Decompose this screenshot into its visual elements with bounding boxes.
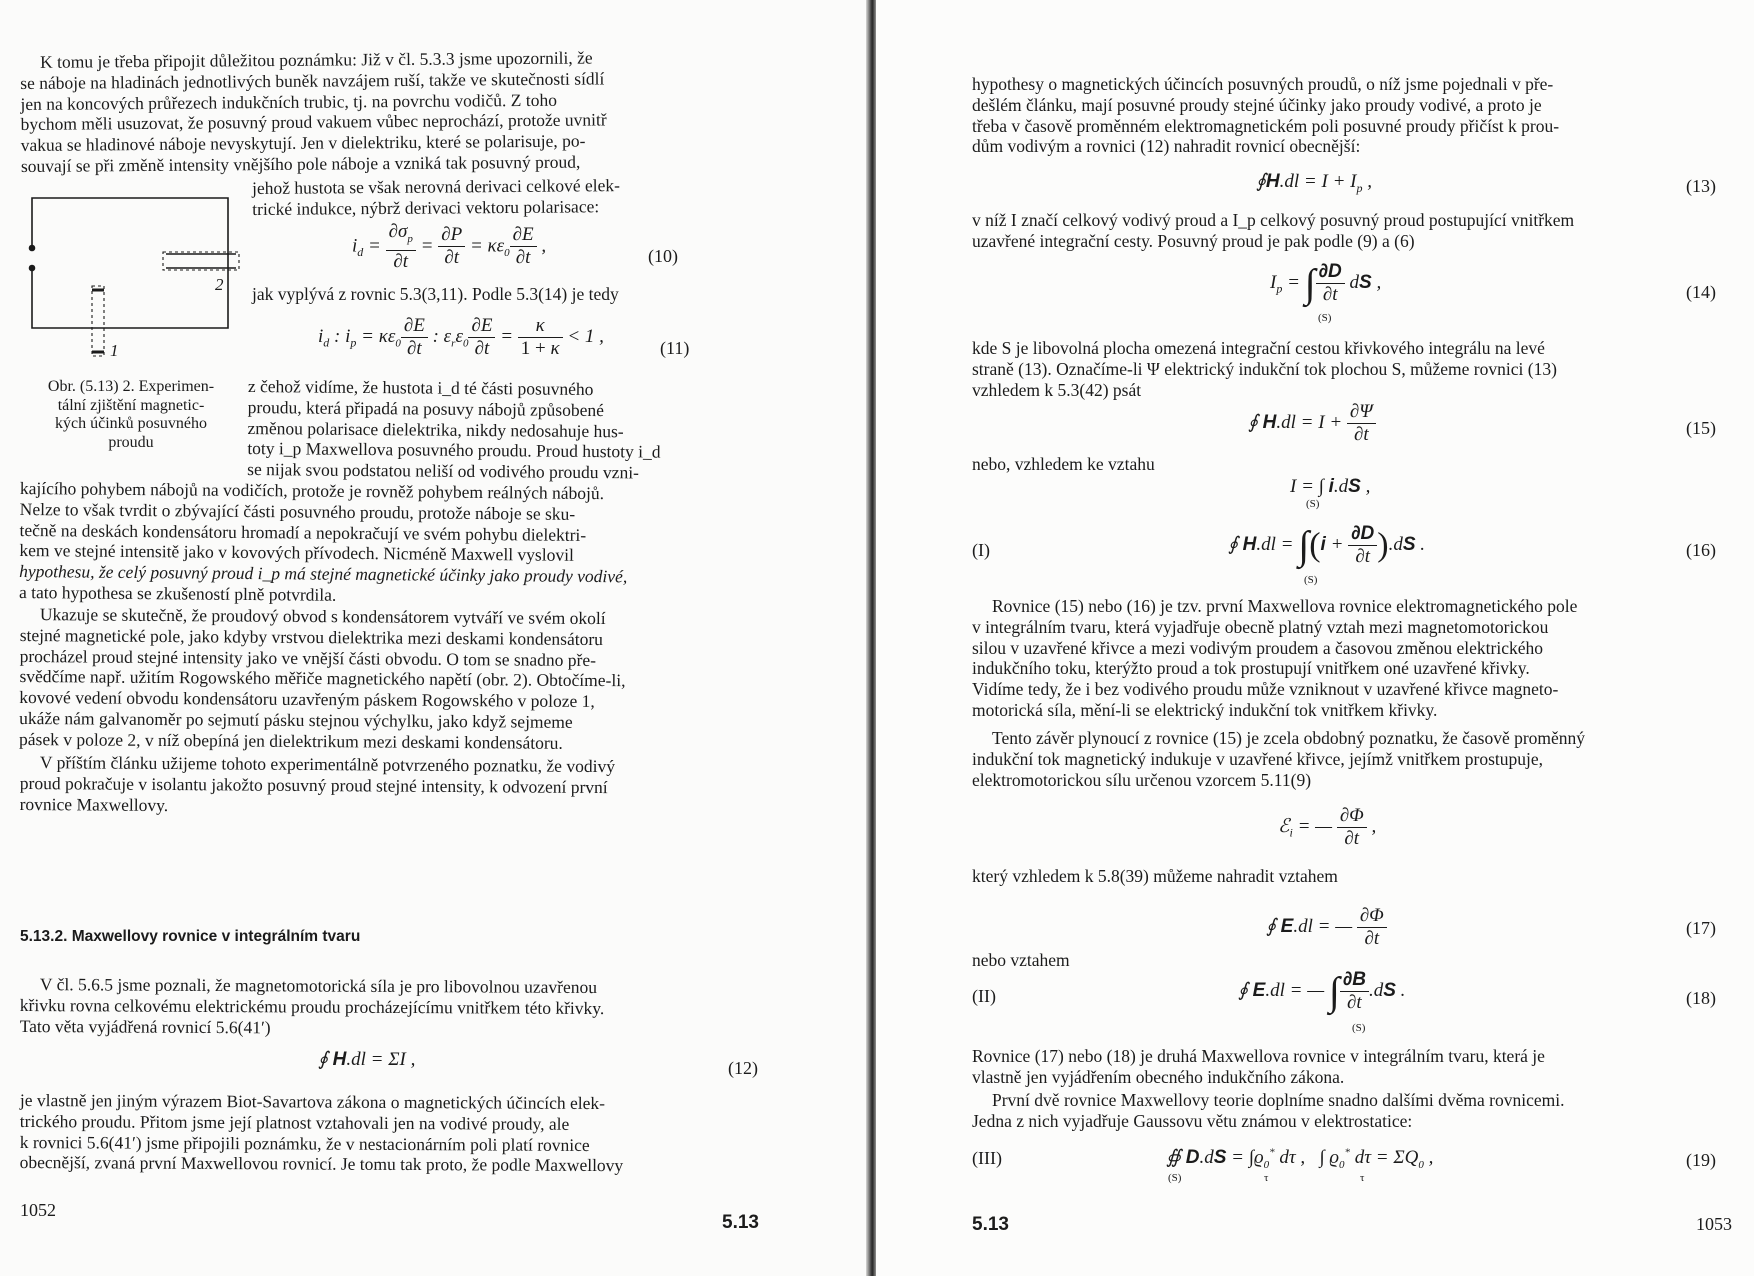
text-line: svědčíme např. užitím Rogowského měřiče magnetického napětí (obr. 2). Obtočíme-li, (19, 666, 626, 691)
paragraph-v-cl (20, 974, 692, 1040)
paragraph-ukazuje (19, 604, 692, 754)
text-line: Rovnice (17) nebo (18) je druhá Maxwellova rovnice v integrálním tvaru, která je (972, 1046, 1545, 1066)
paragraph-posuvny-proud (19, 478, 692, 609)
beside-caption-text (247, 376, 693, 484)
page-number: 1053 (1696, 1214, 1732, 1234)
text-line: dešlém článku, mají posuvné proudy stejné účinky jako proudy vodivé, a proto je (972, 94, 1542, 115)
caption-line: proudu (108, 433, 154, 451)
text-line: Vidíme tedy, že i bez vodivého proudu může vzniknout v uzavřené křivce magneto- (972, 679, 1559, 700)
figure-label-2: 2 (215, 275, 224, 294)
paragraph-v-niz (972, 210, 1752, 252)
text-line: v níž I značí celkový vodivý proud a I_p celkový posuvný proud postupující vnitřkem (972, 210, 1575, 230)
text-line: jak vyplývá z rovnic 5.3(3,11). Podle 5.3(14) je tedy (252, 284, 619, 304)
text-line: kde S je libovolná plocha omezená integrační cestou křivkového integrálu na levé (972, 338, 1545, 358)
paragraph-prvni-dve (972, 1090, 1736, 1132)
text-line: nebo vztahem (972, 950, 1070, 970)
equation-13-number: (13) (1686, 176, 1716, 196)
paragraph-je-vlastne (20, 1090, 768, 1177)
text-line: silou v uzavřené křivce a mezi vodivým proudem a časovou změnou elektrického (972, 637, 1543, 658)
equation-10: $i_d$ = $\frac{\partial\sigma_p}{\partial t}$ = $\frac{\partial P}{\partial t}$ = $\kappa\varepsilon_0$ $\frac{\partial E}{\partial t}$ , (352, 221, 547, 272)
running-section-number: 5.13 (722, 1212, 759, 1233)
text-line: Rovnice (15) nebo (16) je tzv. první Maxwellova rovnice elektromagnetického pole (992, 596, 1578, 616)
text-line: V příštím článku užijeme tohoto experimentálně potvrzeného poznatku, že vodivý (39, 752, 616, 777)
integral-domain-tau: τ (1264, 1172, 1269, 1184)
text-line: tečně na deskách kondensátoru hromadí a nepokračují ve svém pohybu dielektri- (19, 519, 587, 545)
text-line: souvají se při změně intensity vnějšího pole náboje a vzniká tak posuvný proud, (20, 151, 581, 176)
text-line: proudu, která připadá na posuvy nábojů způsobené (247, 396, 605, 420)
equation-19: ∯ $D.dS = \int ϱ_0^*$ dτ , ∫ $ϱ_0^*$ $d\tau = \Sigma Q_0$ , (1166, 1146, 1434, 1171)
text-line: se náboje na hladinách jednotlivých buněk navzájem ruší, takže ve skutečnosti sídlí (20, 68, 605, 93)
equation-14: $I_p$ = ∫ $\frac{\partial D}{\partial t}$ dS , (1270, 260, 1382, 306)
text-line: toty i_p Maxwellova posuvného proudu. Proud hustoty i_d (247, 438, 661, 462)
text-line: který vzhledem k 5.8(39) můžeme nahradit vztahem (972, 866, 1338, 886)
paragraph-rovnice-15 (972, 596, 1736, 721)
text-line: kovové vedení obvodu kondensátoru uzavřeným páskem Rogowského v poloze 1, (19, 687, 595, 712)
equation-17-number: (17) (1686, 918, 1716, 938)
text-line: je vlastně jen jiným výrazem Biot-Savartova zákona o magnetických účincích elek- (19, 1090, 606, 1114)
text-line: Ukazuje se skutečně, že proudový obvod s kondensátorem vytváří ve svém okolí (39, 604, 606, 629)
equation-16-label: (I) (972, 540, 990, 560)
text-line: obecnější, zvaná první Maxwellovou rovnicí. Je tomu tak proto, že podle Maxwellovy (19, 1152, 624, 1176)
text-line: ukáže nám galvanoměr po sejmutí pásku stejnou výchylku, jako když sejmeme (19, 707, 573, 732)
integral-domain-s: (S) (1304, 574, 1318, 586)
text-line: Nelze to však tvrdit o zbývající části posuvného proudu, protože náboje se sku- (19, 498, 576, 524)
equation-13: ∮H.dl = $I + I_p$ , (1256, 171, 1372, 195)
text-nebo-vztahem (972, 950, 1272, 971)
equation-15-number: (15) (1686, 418, 1716, 438)
caption-line: kých účinků posuvného (55, 415, 207, 432)
section-heading: 5.13.2. Maxwellovy rovnice v integrálním tvaru (20, 928, 361, 945)
equation-16: ∮ H.dl = ∫(i + $\frac{\partial D}{\partial t}$ ).dS . (1228, 522, 1426, 568)
equation-18-label: (II) (972, 986, 996, 1006)
text-line: elektromotorickou sílu určenou vzorcem 5.11(9) (972, 769, 1312, 790)
caption-line: Obr. (5.13) 2. Experimen- (47, 378, 215, 395)
integral-domain-s: (S) (1318, 312, 1332, 324)
text-line: změnou polarisace dielektrika, nikdy nedosahuje hus- (247, 417, 624, 441)
text-line: jen na koncových průřezech indukčních trubic, tj. na povrchu vodičů. Z toho (20, 89, 557, 114)
text-line: v integrálním tvaru, která vyjadřuje obecně platný vztah mezi magnetomotorickou (972, 616, 1549, 637)
text-line: Tento závěr plynoucí z rovnice (15) je zcela obdobný poznatku, že časově proměnný (992, 728, 1586, 748)
text-line: proud pokračuje v isolantu jakožto posuvný proud stejné intensity, k odvození první (19, 772, 608, 797)
integral-domain-tau: τ (1360, 1172, 1365, 1184)
integral-domain-s: (S) (1306, 498, 1320, 510)
text-line: K tomu je třeba připojit důležitou poznámku: Již v čl. 5.3.3 jsme upozornili, že (39, 47, 593, 72)
paragraph-tento (972, 728, 1736, 790)
text-line: indukční tok magnetický indukuje v uzavřené křivce, jejímž vnitřkem prostupuje, (972, 748, 1544, 769)
right-page (876, 0, 1754, 1276)
text-line: třeba v časově proměnném elektromagnetickém poli posuvné proudy přičíst k prou- (972, 115, 1560, 136)
text-line: trické indukce, nýbrž derivaci vektoru polarisace: (252, 196, 600, 219)
left-page (0, 0, 868, 1276)
text-line: Tato věta vyjádřená rovnicí 5.6(41′) (19, 1015, 271, 1037)
text-line: stejné magnetické pole, jako kdyby vrstvou dielektrika mezi deskami kondensátoru (19, 624, 604, 649)
text-line: k rovnici 5.6(41′) jsme připojili poznámku, že v nestacionárním poli platí rovnice (19, 1131, 590, 1155)
caption-line: tální zjištění magnetic- (57, 396, 205, 414)
text-line: se nijak svou podstatou neliší od vodivého proudu vzni- (247, 459, 640, 483)
page-number: 1052 (20, 1200, 56, 1220)
after-equation-10 (252, 284, 702, 305)
integral-domain-s: (S) (1352, 1022, 1366, 1034)
text-line: kajícího pohybem nábojů na vodičích, protože je rovněž pohybem reálných nábojů. (19, 478, 605, 504)
paragraph-hypothesy (972, 74, 1736, 157)
text-line: kem ve stejné intensitě jako v kovových přívodech. Nicméně Maxwell vyslovil (19, 540, 574, 566)
text-line: pásek v poloze 2, v níž obepíná jen dielektrikum mezi deskami kondensátoru. (18, 728, 563, 753)
text-line: dům vodivým a rovnici (12) nahradit rovnicí obecnější: (972, 136, 1361, 157)
paragraph-kde (972, 338, 1736, 400)
text-ktery-vzhledem (972, 866, 1572, 887)
text-line: vlastně jen vyjádřením obecného indukčního zákona. (972, 1066, 1345, 1087)
text-line: První dvě rovnice Maxwellovy teorie doplníme snadno dalšími dvěma rovnicemi. (992, 1090, 1565, 1110)
equation-emf: ℰ$_i$ = — $\frac{\partial\Phi}{\partial t}$ , (1278, 805, 1377, 849)
figure-label-1: 1 (110, 341, 119, 360)
equation-11-number: (11) (660, 338, 690, 358)
text-line: jehož hustota se však nerovná derivaci celkové elek- (252, 175, 620, 198)
paragraph-v-pristim (20, 752, 692, 819)
text-line: straně (13). Označíme-li Ψ elektrický indukční tok plochou S, můžeme rovnici (13) (972, 358, 1557, 379)
integral-domain-s: (S) (1168, 1172, 1182, 1184)
equation-19-label: (III) (972, 1148, 1002, 1168)
text-line: hypothesy o magnetických účincích posuvných proudů, o níž jsme pojednali v pře- (972, 74, 1554, 94)
rogowski-loop-1 (92, 286, 104, 356)
equation-12-number: (12) (728, 1058, 758, 1078)
circuit-wire (32, 198, 228, 328)
circuit-figure (18, 186, 248, 376)
equation-12: ∮ H.dl = ΣI , (318, 1049, 416, 1070)
text-line: trického proudu. Přitom jsme její platnost vztahovali jen na vodivé proudy, ale (19, 1110, 570, 1134)
text-line: motorická síla, mění-li se elektrický indukční tok vnitřkem křivky. (972, 699, 1438, 720)
running-section-number: 5.13 (972, 1214, 1009, 1235)
equation-18-number: (18) (1686, 988, 1716, 1008)
text-nebo-vzhledem (972, 454, 1372, 475)
text-line: Jedna z nich vyjadřuje Gaussovu větu známou v elektrostatice: (972, 1110, 1413, 1131)
text-line: vzhledem k 5.3(42) psát (972, 379, 1142, 400)
equation-19-number: (19) (1686, 1150, 1716, 1170)
equation-16-number: (16) (1686, 540, 1716, 560)
text-line: V čl. 5.6.5 jsme poznali, že magnetomotorická síla je pro libovolnou uzavřenou (39, 974, 598, 998)
equation-18: ∮ E.dl = — ∫ $\frac{\partial B}{\partial t}$ .dS . (1238, 968, 1406, 1014)
intro-paragraph (20, 47, 699, 177)
equation-14-number: (14) (1686, 282, 1716, 302)
equation-11: $i_d$ : $i_p = \kappa\varepsilon_0$ $\frac{\partial E}{\partial t}$ : $\varepsilon_r\varepsilon_0$ $\frac{\partial E}{\partial t}$ = $\frac{\kappa}{1 + \kappa}$ < 1 , (318, 315, 604, 359)
text-line: procházel proud stejné intensity jako ve vnější části obvodu. O tom se snadno pře- (19, 645, 597, 670)
text-line: a tato hypothesa se zkušeností plně potvrdila. (18, 581, 337, 605)
text-line: křivku rovna celkovému elektrickému proudu procházejícímu vnitřkem této křivky. (19, 994, 605, 1018)
text-line: vakua se hladinové náboje nevyskytují. Jen v dielektriku, které se polarisuje, po- (20, 130, 586, 156)
text-line: hypothesu, že celý posuvný proud i_p má stejné magnetické účinky jako proudy vodivé, (19, 561, 628, 587)
equation-10-number: (10) (648, 246, 678, 266)
beside-figure-text (252, 175, 692, 220)
text-line: z čehož vidíme, že hustota i_d té části posuvného (247, 376, 594, 400)
text-line: nebo, vzhledem ke vztahu (972, 454, 1155, 474)
equation-15: ∮ H.dl = I + $\frac{\partial\Psi}{\partial t}$ (1248, 402, 1376, 445)
text-line: uzavřené integrační cesty. Posuvný proud je pak podle (9) a (6) (972, 230, 1415, 251)
text-line: rovnice Maxwellovy. (19, 793, 169, 815)
figure-caption (20, 378, 242, 452)
paragraph-rovnice-17 (972, 1046, 1736, 1088)
equation-current-integral: I = ∫ i.dS , (1290, 476, 1371, 497)
text-line: bychom měli usuzovat, že posuvný proud vakuem vůbec neprochází, protože uvnitř (20, 109, 607, 135)
equation-17: ∮ E.dl = — $\frac{\partial\Phi}{\partial t}$ (1266, 906, 1387, 949)
text-line: indukčního toku, kterýžto proud a tok prostupují vnitřkem oné uzavřené křivky. (972, 658, 1530, 679)
